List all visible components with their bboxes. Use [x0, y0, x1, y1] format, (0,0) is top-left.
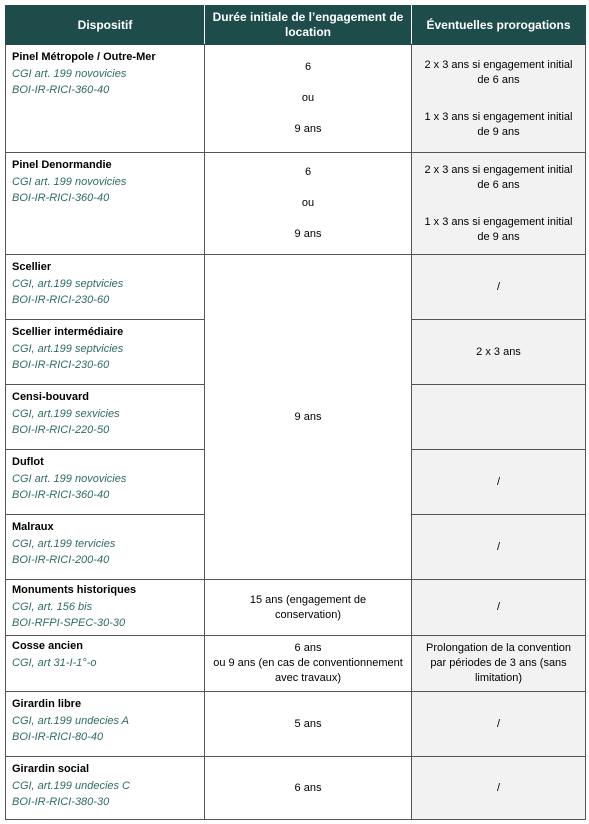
header-row: [6, 6, 586, 45]
extension-line: /: [496, 781, 501, 794]
duration-cell: [205, 45, 412, 153]
extension-cell: [412, 385, 586, 450]
duration-line: 9 ans: [294, 228, 322, 240]
dispositif-cell: [6, 757, 205, 820]
table-row: [6, 45, 586, 153]
scheme-name: Monuments historiques: [12, 584, 137, 596]
scheme-reference: CGI, art.199 undecies A: [12, 714, 129, 727]
header-extensions: Éventuelles prorogations: [412, 6, 586, 45]
table-row: [6, 153, 586, 255]
scheme-name: Censi-bouvard: [12, 391, 90, 403]
extension-line: /: [496, 475, 501, 488]
scheme-reference: CGI, art.199 sexvicies: [12, 407, 120, 420]
duration-cell: [205, 636, 412, 692]
dispositif-cell: [6, 580, 205, 636]
dispositif-cell: [6, 45, 205, 153]
dispositif-cell: [6, 153, 205, 255]
extension-cell: [412, 580, 586, 636]
extension-cell: [412, 757, 586, 820]
scheme-reference: BOI-IR-RICI-380-30: [12, 796, 110, 808]
extension-line: /: [496, 601, 501, 613]
dispositif-cell: [6, 636, 205, 692]
extension-line: 2 x 3 ans: [476, 345, 521, 358]
extension-line: 2 x 3 ans si engagement initial de 6 ans: [424, 58, 573, 86]
table-row: [6, 255, 586, 320]
extension-cell: [412, 255, 586, 320]
table-row: [6, 636, 586, 692]
scheme-reference: CGI, art.199 tervicies: [12, 537, 116, 550]
duration-cell: [205, 692, 412, 757]
extension-line: 1 x 3 ans si engagement initial de 9 ans: [424, 110, 573, 138]
extension-cell: [412, 692, 586, 757]
table-row: [6, 757, 586, 820]
dispositif-cell: [6, 450, 205, 515]
duration-line: 6: [304, 166, 312, 178]
scheme-reference: BOI-IR-RICI-230-60: [12, 294, 110, 306]
dispositif-cell: [6, 255, 205, 320]
scheme-name: Pinel Denormandie: [12, 159, 112, 171]
extension-cell: [412, 515, 586, 580]
extension-line: /: [496, 717, 501, 730]
duration-line: 9 ans: [294, 410, 322, 423]
scheme-reference: CGI, art.199 septvicies: [12, 277, 124, 290]
table-row: [6, 580, 586, 636]
scheme-reference: CGI, art. 156 bis: [12, 600, 93, 613]
duration-line: 5 ans: [294, 717, 322, 730]
duration-line: 9 ans: [294, 123, 322, 135]
duration-cell: [205, 580, 412, 636]
dispositif-cell: [6, 320, 205, 385]
scheme-name: Pinel Métropole / Outre-Mer: [12, 51, 156, 63]
duration-cell: [205, 153, 412, 255]
header-dispositif: Dispositif: [6, 6, 205, 45]
tax-schemes-table: [5, 5, 586, 820]
scheme-name: Scellier: [12, 261, 52, 273]
merged-duration-cell: [205, 255, 412, 580]
scheme-name: Cosse ancien: [12, 640, 83, 652]
scheme-name: Girardin libre: [12, 698, 82, 710]
scheme-reference: CGI art. 199 novovicies: [12, 472, 127, 485]
scheme-reference: CGI, art.199 septvicies: [12, 342, 124, 355]
scheme-name: Malraux: [12, 521, 54, 533]
scheme-reference: CGI, art 31-I-1°-o: [12, 656, 97, 669]
scheme-reference: BOI-IR-RICI-230-60: [12, 359, 110, 371]
duration-line: 6: [304, 61, 312, 73]
dispositif-cell: [6, 515, 205, 580]
dispositif-cell: [6, 385, 205, 450]
duration-line: ou: [301, 92, 315, 104]
extension-line: /: [496, 540, 501, 553]
scheme-reference: BOI-IR-RICI-360-40: [12, 489, 110, 501]
extension-cell: [412, 450, 586, 515]
scheme-name: Duflot: [12, 456, 44, 468]
duration-cell: [205, 757, 412, 820]
header-duration: Durée initiale de l’engagement de location: [205, 6, 412, 45]
scheme-name: Girardin social: [12, 763, 90, 775]
scheme-reference: BOI-IR-RICI-200-40: [12, 554, 110, 566]
duration-line: 6 ans: [294, 642, 322, 654]
extension-line: 2 x 3 ans si engagement initial de 6 ans: [424, 163, 573, 191]
scheme-name: Scellier intermédiaire: [12, 326, 124, 338]
duration-line: ou: [301, 197, 315, 209]
duration-line: 15 ans (engagement de conservation): [249, 593, 367, 621]
scheme-reference: BOI-IR-RICI-80-40: [12, 731, 104, 743]
extension-line: 1 x 3 ans si engagement initial de 9 ans: [424, 215, 573, 243]
duration-line: 6 ans: [294, 781, 322, 794]
table-row: [6, 692, 586, 757]
extension-cell: [412, 45, 586, 153]
scheme-reference: CGI art. 199 novovicies: [12, 67, 127, 80]
scheme-reference: BOI-RFPI-SPEC-30-30: [12, 617, 126, 629]
scheme-reference: CGI art. 199 novovicies: [12, 175, 127, 188]
dispositif-cell: [6, 692, 205, 757]
extension-line: /: [496, 280, 501, 293]
extension-cell: [412, 636, 586, 692]
duration-line: ou 9 ans (en cas de conventionnement avec travaux): [213, 657, 403, 684]
scheme-reference: CGI, art.199 undecies C: [12, 779, 131, 792]
scheme-reference: BOI-IR-RICI-360-40: [12, 84, 110, 96]
scheme-reference: BOI-IR-RICI-220-50: [12, 424, 110, 436]
extension-cell: [412, 153, 586, 255]
extension-cell: [412, 320, 586, 385]
extension-line: Prolongation de la convention par périodes de 3 ans (sans limitation): [426, 642, 571, 684]
scheme-reference: BOI-IR-RICI-360-40: [12, 192, 110, 204]
